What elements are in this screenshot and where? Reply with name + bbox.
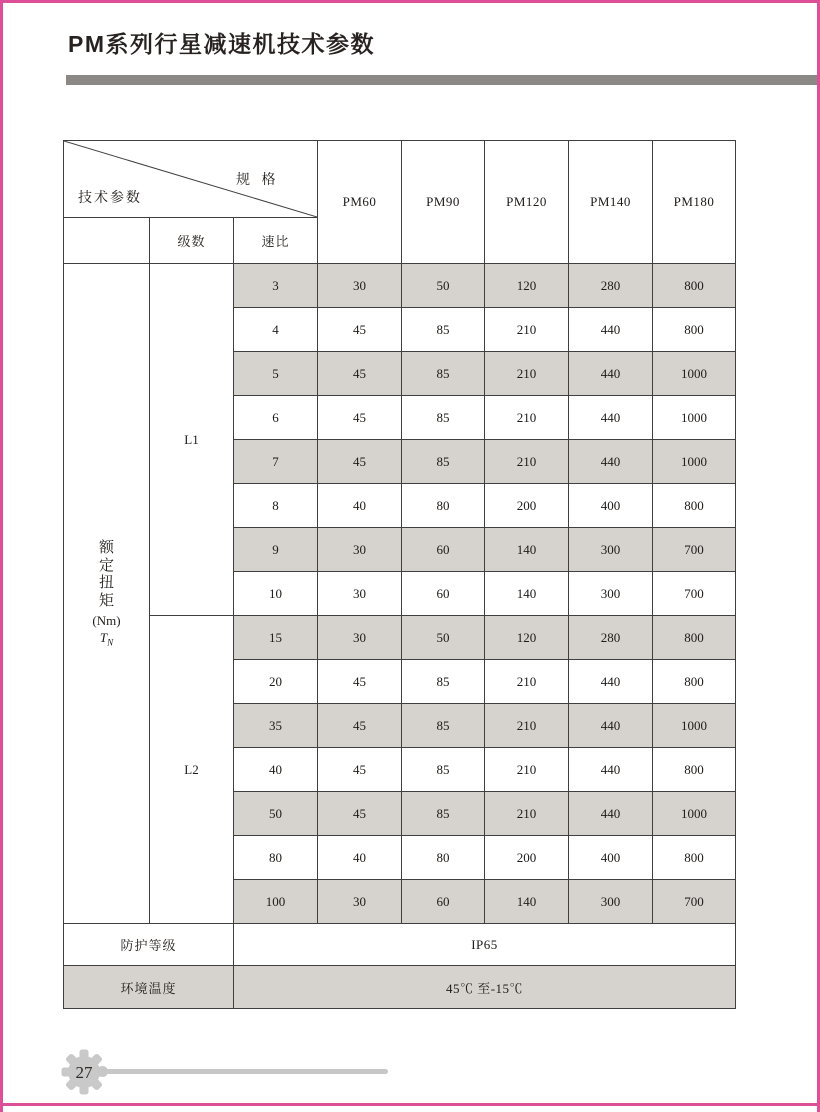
ratio-cell: 6 <box>234 396 318 440</box>
torque-value-cell: 140 <box>485 572 569 616</box>
torque-value-cell: 400 <box>569 484 653 528</box>
torque-value-cell: 440 <box>569 308 653 352</box>
torque-value-cell: 60 <box>402 572 485 616</box>
torque-value-cell: 1000 <box>653 352 736 396</box>
torque-value-cell: 85 <box>402 704 485 748</box>
torque-value-cell: 30 <box>318 572 402 616</box>
torque-value-cell: 85 <box>402 660 485 704</box>
torque-value-cell: 440 <box>569 660 653 704</box>
corner-label-spec: 规 格 <box>236 173 280 188</box>
page-number: 27 <box>75 1063 93 1082</box>
empty-header-cell <box>64 218 150 264</box>
torque-value-cell: 40 <box>318 484 402 528</box>
page-frame-left <box>0 0 3 1112</box>
ratio-cell: 3 <box>234 264 318 308</box>
torque-value-cell: 210 <box>485 792 569 836</box>
torque-value-cell: 440 <box>569 440 653 484</box>
ratio-cell: 9 <box>234 528 318 572</box>
torque-value-cell: 210 <box>485 440 569 484</box>
torque-value-cell: 1000 <box>653 440 736 484</box>
page-frame-bottom <box>0 1103 820 1106</box>
torque-value-cell: 40 <box>318 836 402 880</box>
torque-value-cell: 140 <box>485 528 569 572</box>
protection-class-label: 防护等级 <box>64 924 234 966</box>
torque-value-cell: 300 <box>569 880 653 924</box>
ratio-cell: 80 <box>234 836 318 880</box>
torque-value-cell: 440 <box>569 748 653 792</box>
page-title: PM系列行星减速机技术参数 <box>68 31 375 57</box>
rated-torque-row-label: 额 定 扭 矩 (Nm) $T_N$ <box>64 264 150 924</box>
torque-value-cell: 210 <box>485 704 569 748</box>
torque-value-cell: 440 <box>569 704 653 748</box>
torque-value-cell: 30 <box>318 528 402 572</box>
torque-value-cell: 280 <box>569 264 653 308</box>
torque-value-cell: 800 <box>653 264 736 308</box>
torque-value-cell: 30 <box>318 880 402 924</box>
torque-value-cell: 440 <box>569 792 653 836</box>
torque-value-cell: 45 <box>318 748 402 792</box>
torque-value-cell: 300 <box>569 528 653 572</box>
column-header-pm180: PM180 <box>653 141 736 264</box>
torque-value-cell: 85 <box>402 440 485 484</box>
torque-value-cell: 800 <box>653 660 736 704</box>
torque-value-cell: 300 <box>569 572 653 616</box>
corner-label-tech-params: 技术参数 <box>78 191 142 206</box>
stage-label-l2: L2 <box>150 616 234 924</box>
torque-value-cell: 45 <box>318 352 402 396</box>
torque-value-cell: 50 <box>402 264 485 308</box>
subheader-stage: 级数 <box>150 218 234 264</box>
torque-value-cell: 1000 <box>653 396 736 440</box>
column-header-pm60: PM60 <box>318 141 402 264</box>
title-underline-bar <box>66 75 817 85</box>
ratio-cell: 4 <box>234 308 318 352</box>
torque-value-cell: 85 <box>402 308 485 352</box>
torque-value-cell: 700 <box>653 880 736 924</box>
corner-header-cell <box>64 141 318 218</box>
torque-value-cell: 800 <box>653 308 736 352</box>
torque-value-cell: 30 <box>318 264 402 308</box>
torque-value-cell: 800 <box>653 616 736 660</box>
torque-value-cell: 45 <box>318 792 402 836</box>
torque-value-cell: 45 <box>318 308 402 352</box>
ratio-cell: 20 <box>234 660 318 704</box>
torque-value-cell: 60 <box>402 528 485 572</box>
torque-value-cell: 400 <box>569 836 653 880</box>
torque-value-cell: 45 <box>318 440 402 484</box>
subheader-ratio: 速比 <box>234 218 318 264</box>
torque-value-cell: 140 <box>485 880 569 924</box>
torque-value-cell: 200 <box>485 836 569 880</box>
torque-value-cell: 30 <box>318 616 402 660</box>
ratio-cell: 5 <box>234 352 318 396</box>
torque-value-cell: 200 <box>485 484 569 528</box>
torque-value-cell: 440 <box>569 352 653 396</box>
torque-value-cell: 800 <box>653 836 736 880</box>
stage-label-l1: L1 <box>150 264 234 616</box>
torque-value-cell: 45 <box>318 660 402 704</box>
torque-value-cell: 80 <box>402 484 485 528</box>
ratio-cell: 7 <box>234 440 318 484</box>
torque-value-cell: 280 <box>569 616 653 660</box>
torque-value-cell: 210 <box>485 396 569 440</box>
ratio-cell: 10 <box>234 572 318 616</box>
ratio-cell: 8 <box>234 484 318 528</box>
torque-value-cell: 45 <box>318 704 402 748</box>
column-header-pm120: PM120 <box>485 141 569 264</box>
torque-value-cell: 85 <box>402 792 485 836</box>
torque-value-cell: 120 <box>485 264 569 308</box>
torque-value-cell: 440 <box>569 396 653 440</box>
page-frame-top <box>0 0 820 3</box>
torque-value-cell: 700 <box>653 528 736 572</box>
torque-value-cell: 700 <box>653 572 736 616</box>
technical-parameters-table <box>63 140 736 1009</box>
ratio-cell: 35 <box>234 704 318 748</box>
ambient-temperature-value: 45℃ 至-15℃ <box>234 966 736 1009</box>
torque-value-cell: 800 <box>653 748 736 792</box>
torque-value-cell: 210 <box>485 352 569 396</box>
torque-value-cell: 60 <box>402 880 485 924</box>
protection-class-value: IP65 <box>234 924 736 966</box>
torque-value-cell: 800 <box>653 484 736 528</box>
torque-value-cell: 1000 <box>653 704 736 748</box>
torque-value-cell: 85 <box>402 748 485 792</box>
ratio-cell: 15 <box>234 616 318 660</box>
column-header-pm90: PM90 <box>402 141 485 264</box>
torque-value-cell: 45 <box>318 396 402 440</box>
torque-value-cell: 80 <box>402 836 485 880</box>
column-header-pm140: PM140 <box>569 141 653 264</box>
torque-value-cell: 85 <box>402 352 485 396</box>
torque-value-cell: 210 <box>485 660 569 704</box>
torque-value-cell: 1000 <box>653 792 736 836</box>
ratio-cell: 100 <box>234 880 318 924</box>
footer-rule <box>106 1069 388 1074</box>
torque-value-cell: 85 <box>402 396 485 440</box>
torque-value-cell: 50 <box>402 616 485 660</box>
torque-value-cell: 210 <box>485 748 569 792</box>
ratio-cell: 40 <box>234 748 318 792</box>
ambient-temperature-label: 环境温度 <box>64 966 234 1009</box>
torque-value-cell: 210 <box>485 308 569 352</box>
torque-value-cell: 120 <box>485 616 569 660</box>
ratio-cell: 50 <box>234 792 318 836</box>
